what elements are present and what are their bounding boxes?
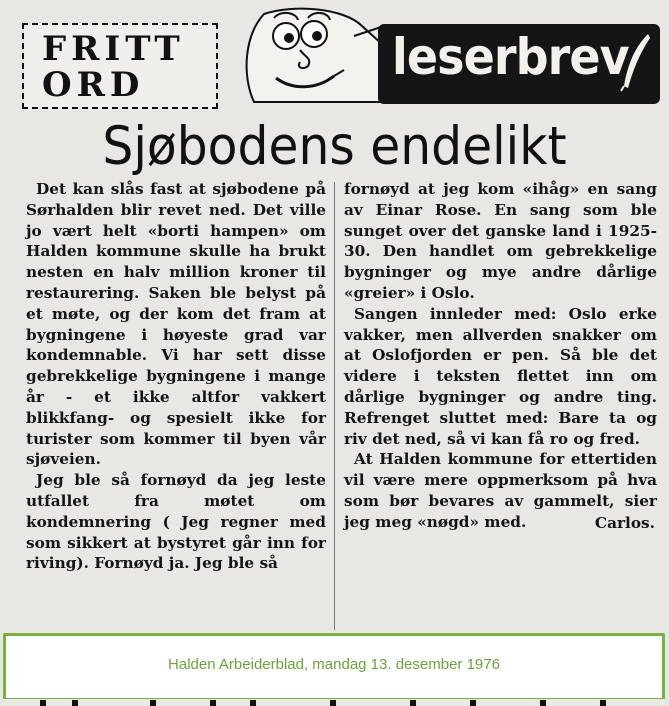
author-signature: Carlos. (594, 513, 655, 532)
quill-pen-icon (618, 32, 652, 92)
paragraph: Sangen innleder med: Oslo erke vakker, men allverden snakker om at Oslofjorden er pen. Så ble det videre i teksten flettet inn om dårlige bygninger og andre ting. Refrenget sluttet med: Bare ta og riv det ned, så vi kan få ro og fred. (344, 304, 657, 448)
cartoon-face-illustration (234, 6, 394, 110)
paragraph: Jeg ble så fornøyd da jeg leste utfallet fra møtet om kondemnering ( Jeg regner med som sikkert at bystyret går inn for riving). Fornøyd ja. Jeg ble så (26, 471, 326, 573)
source-caption-box (3, 633, 665, 701)
ord-label: ORD (42, 65, 145, 105)
paragraph: Det kan slås fast at sjøbodene på Sørhalden blir revet ned. Det ville jo vært helt «borti hampen» om Halden kommune skulle ha brukt nesten en halv million kroner til restaurering. Saken ble belyst på et møte, og der kom det fram at bygningene i høyeste grad var kondemnable. Vi har sett disse gebrekkelige bygningene i mange år - et ikke altfor vakkert blikkfang- og spesielt ikke for turister som kommer til byen vår sjøveien. (26, 180, 326, 469)
article-headline: Sjøbodens endelikt (102, 116, 567, 177)
paragraph: At Halden kommune for ettertiden vil være mere oppmerksom på hva som bør bevares av gammelt, sier jeg meg «nøgd» med. (344, 450, 657, 531)
leserbrev-banner (378, 24, 660, 104)
column-divider (334, 182, 335, 630)
masthead (10, 6, 660, 112)
article-column-left (26, 179, 326, 574)
leserbrev-title: leserbrev (392, 28, 629, 86)
paragraph: fornøyd at jeg kom «ihåg» en sang av Einar Rose. En sang som ble sunget over det ganske land i 1925-30. Den handlet om gebrekkelige bygninger og mye andre dårlige «greier» i Oslo. (344, 180, 657, 302)
fritt-ord-box (22, 23, 218, 109)
next-headline-fragment (0, 699, 669, 705)
source-caption: Halden Arbeiderblad, mandag 13. desember 1976 (168, 656, 500, 673)
fritt-label: FRITT (42, 29, 185, 69)
article-column-right (344, 179, 657, 533)
